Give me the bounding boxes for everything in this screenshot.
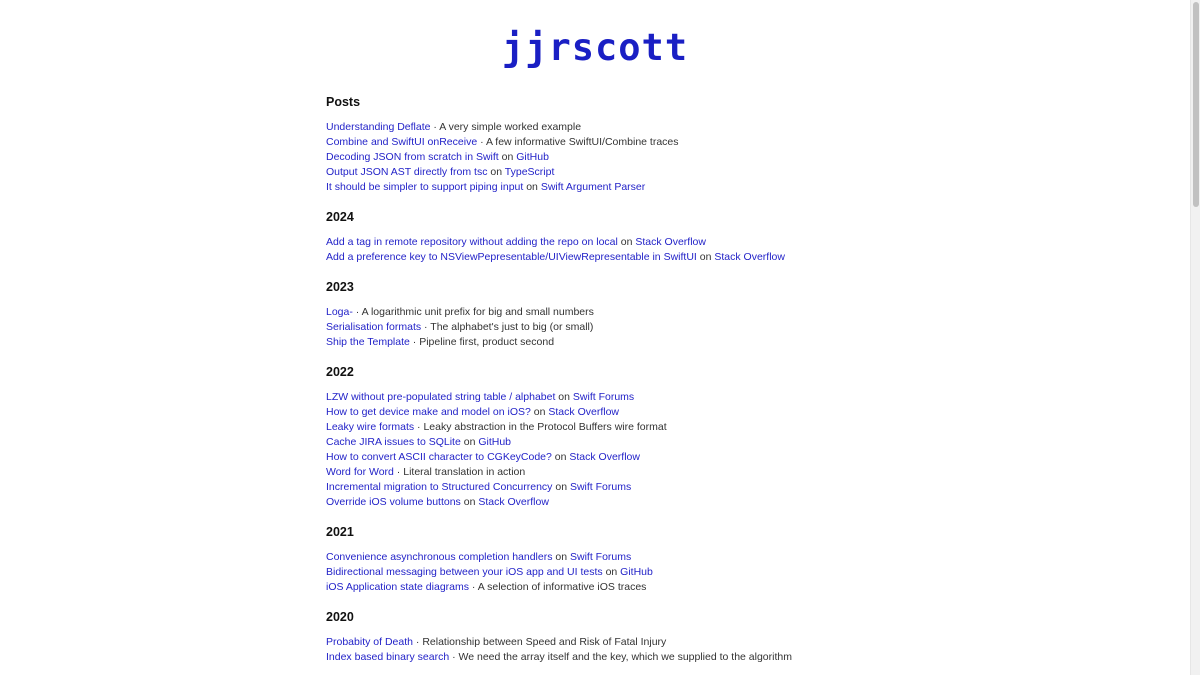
external-site-link[interactable]: Stack Overflow xyxy=(635,236,706,248)
separator: on xyxy=(555,391,573,403)
external-site-link[interactable]: Stack Overflow xyxy=(569,451,640,463)
section-heading: 2023 xyxy=(326,280,354,294)
list-item xyxy=(326,235,886,250)
post-link[interactable]: Index based binary search xyxy=(326,651,450,663)
section-0 xyxy=(326,92,886,195)
external-site-link[interactable]: Stack Overflow xyxy=(478,496,549,508)
separator: on xyxy=(602,566,621,578)
separator: · xyxy=(412,636,423,648)
section-4 xyxy=(326,522,886,595)
external-site-link[interactable]: GitHub xyxy=(516,151,549,163)
post-link[interactable]: How to convert ASCII character to CGKeyCode? xyxy=(326,451,552,463)
separator: on xyxy=(552,551,570,563)
list-item xyxy=(326,135,886,150)
post-description: A few informative SwiftUI/Combine traces xyxy=(485,136,679,148)
section-2 xyxy=(326,277,886,350)
list-item xyxy=(326,120,886,135)
post-link[interactable]: Convenience asynchronous completion handlers xyxy=(326,551,553,563)
post-link[interactable]: Decoding JSON from scratch in Swift xyxy=(326,151,499,163)
post-description: A selection of informative iOS traces xyxy=(477,581,647,593)
external-site-link[interactable]: TypeScript xyxy=(504,166,555,178)
list-item xyxy=(326,480,886,495)
post-link[interactable]: Override iOS volume buttons xyxy=(326,496,461,508)
entry-list xyxy=(326,390,886,510)
external-site-link[interactable]: Stack Overflow xyxy=(548,406,619,418)
list-item xyxy=(326,150,886,165)
list-item xyxy=(326,420,886,435)
separator: · xyxy=(469,581,478,593)
post-description: Literal translation in action xyxy=(403,466,526,478)
section-heading: 2020 xyxy=(326,610,354,624)
post-link[interactable]: Add a preference key to NSViewPepresentable/UIViewRepresentable in SwiftUI xyxy=(326,251,697,263)
list-item xyxy=(326,320,886,335)
post-link[interactable]: Incremental migration to Structured Concurrency xyxy=(326,481,553,493)
list-item xyxy=(326,450,886,465)
post-description: Leaky abstraction in the Protocol Buffers wire format xyxy=(423,421,667,433)
post-description: The alphabet's just to big (or small) xyxy=(430,321,594,333)
list-item xyxy=(326,550,886,565)
post-link[interactable]: How to get device make and model on iOS? xyxy=(326,406,531,418)
post-link[interactable]: Leaky wire formats xyxy=(326,421,415,433)
list-item xyxy=(326,635,886,650)
external-site-link[interactable]: Swift Forums xyxy=(569,481,632,493)
separator: on xyxy=(460,496,479,508)
post-description: We need the array itself and the key, which we supplied to the algorithm xyxy=(458,651,792,663)
vertical-scrollbar[interactable] xyxy=(1190,0,1200,675)
separator: · xyxy=(352,306,362,318)
separator: · xyxy=(477,136,486,148)
entry-list xyxy=(326,235,886,265)
post-link[interactable]: Ship the Template xyxy=(326,336,410,348)
list-item xyxy=(326,465,886,480)
entry-list xyxy=(326,635,886,665)
post-description: Pipeline first, product second xyxy=(419,336,555,348)
post-link[interactable]: Combine and SwiftUI onReceive xyxy=(326,136,478,148)
list-item xyxy=(326,180,886,195)
list-item xyxy=(326,435,886,450)
section-5 xyxy=(326,607,886,665)
separator: on xyxy=(460,436,479,448)
section-heading: 2021 xyxy=(326,525,354,539)
external-site-link[interactable]: Swift Argument Parser xyxy=(540,181,646,193)
separator: on xyxy=(551,451,570,463)
external-site-link[interactable]: Stack Overflow xyxy=(714,251,785,263)
external-site-link[interactable]: GitHub xyxy=(478,436,512,448)
separator: on xyxy=(498,151,517,163)
list-item xyxy=(326,335,886,350)
separator: on xyxy=(523,181,541,193)
entry-list xyxy=(326,120,886,195)
section-3 xyxy=(326,362,886,510)
separator: · xyxy=(449,651,459,663)
post-link[interactable]: LZW without pre-populated string table / alphabet xyxy=(326,391,556,403)
list-item xyxy=(326,650,886,665)
separator: · xyxy=(393,466,404,478)
post-link[interactable]: Probabity of Death xyxy=(326,636,413,648)
post-description: Relationship between Speed and Risk of Fatal Injury xyxy=(422,636,667,648)
section-1 xyxy=(326,207,886,265)
list-item xyxy=(326,250,886,265)
site-title[interactable]: jjrscott xyxy=(501,26,689,69)
post-link[interactable]: Add a tag in remote repository without adding the repo on local xyxy=(326,236,618,248)
separator: · xyxy=(421,321,431,333)
separator: · xyxy=(430,121,440,133)
separator: on xyxy=(617,236,636,248)
post-link[interactable]: Output JSON AST directly from tsc xyxy=(326,166,488,178)
post-link[interactable]: Loga- xyxy=(326,306,353,318)
post-link[interactable]: Cache JIRA issues to SQLite xyxy=(326,436,461,448)
post-link[interactable]: Bidirectional messaging between your iOS app and UI tests xyxy=(326,566,603,578)
separator: on xyxy=(552,481,570,493)
list-item xyxy=(326,565,886,580)
post-description: A logarithmic unit prefix for big and small numbers xyxy=(361,306,594,318)
list-item xyxy=(326,580,886,595)
post-description: A very simple worked example xyxy=(439,121,582,133)
external-site-link[interactable]: Swift Forums xyxy=(572,391,635,403)
scrollbar-thumb[interactable] xyxy=(1193,2,1199,207)
entry-list xyxy=(326,550,886,595)
external-site-link[interactable]: Swift Forums xyxy=(570,551,632,563)
entry-list xyxy=(326,305,886,350)
post-list xyxy=(326,92,886,665)
section-heading: 2024 xyxy=(326,210,354,224)
post-link[interactable]: Word for Word xyxy=(326,466,394,478)
list-item xyxy=(326,305,886,320)
external-site-link[interactable]: GitHub xyxy=(620,566,653,578)
separator: on xyxy=(530,406,549,418)
separator: on xyxy=(487,166,505,178)
list-item xyxy=(326,405,886,420)
section-heading: Posts xyxy=(326,95,361,109)
separator: · xyxy=(409,336,420,348)
post-link[interactable]: Understanding Deflate xyxy=(326,121,431,133)
separator: on xyxy=(696,251,715,263)
section-heading: 2022 xyxy=(326,365,354,379)
list-item xyxy=(326,390,886,405)
post-link[interactable]: Serialisation formats xyxy=(326,321,422,333)
list-item xyxy=(326,165,886,180)
list-item xyxy=(326,495,886,510)
post-link[interactable]: iOS Application state diagrams xyxy=(326,581,469,593)
separator: · xyxy=(414,421,424,433)
post-link[interactable]: It should be simpler to support piping input xyxy=(326,181,524,193)
